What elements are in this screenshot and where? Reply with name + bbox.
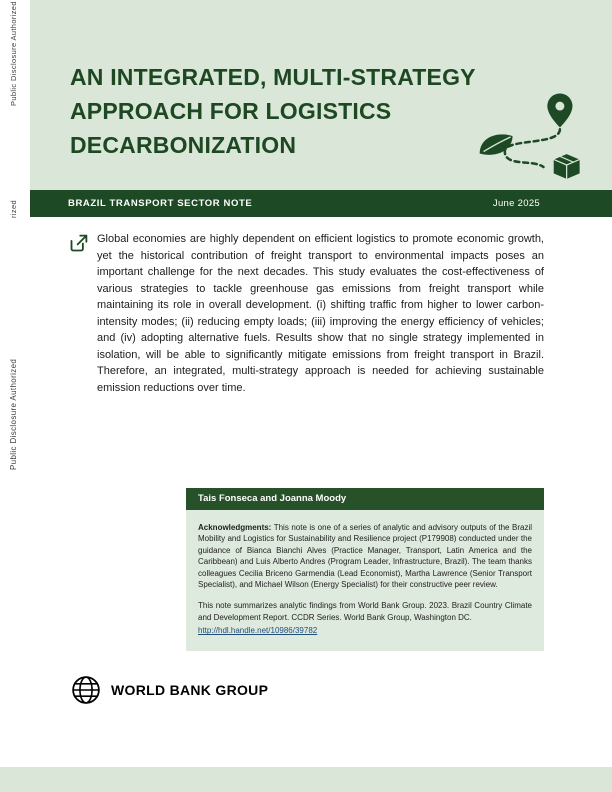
- acknowledgments-text: This note is one of a series of analytic and advisory outputs of the Brazil Mobility and Logistics for Sustainability and Resilience project (P179908) conducted under the guidance of Bianca Bianchi Alves (Practice Manager, Transport, Latin America and the Caribbean) and Luis Alberto Andres (Program Leader, Infrastructure, Brazil). The team thanks colleagues Cecilia Briceno Garmendia (Lead Economist), Martha Lawrence (Senior Transport Specialist), and Michael Wilson (Energy Specialist) for their constructive peer review.: [198, 523, 532, 590]
- title-line-3: DECARBONIZATION: [70, 132, 297, 158]
- public-disclosure-label-fragment: rized: [9, 199, 18, 218]
- summary-paragraph: This note summarizes analytic findings from World Bank Group. 2023. Brazil Country Climate and Development Report. CCDR Series. World Bank Group, Washington DC.: [198, 601, 532, 622]
- public-disclosure-label: Public Disclosure Authorized: [9, 1, 18, 106]
- title-line-2: APPROACH FOR LOGISTICS: [70, 98, 392, 124]
- acknowledgments-paragraph: [198, 522, 532, 590]
- pin-route-leaf-package-icon: [470, 88, 586, 188]
- abstract-section: [68, 231, 544, 396]
- authors-header: Tais Fonseca and Joanna Moody: [186, 488, 544, 510]
- section-banner: [30, 190, 612, 217]
- handle-link[interactable]: http://hdl.handle.net/10986/39782: [198, 626, 318, 636]
- abstract-text: Global economies are highly dependent on efficient logistics to promote economic growth, yet the historical contribution of freight transport to environmental impacts poses an important challenge for the next decades. This study evaluates the cost-effectiveness of various strategies to tackle greenhouse gas emissions from freight transport while maintaining its role in overall development. (i) shifting traffic from higher to lower carbon-intensity modes; (ii) reducing empty loads; (iii) improving the energy efficiency of vehicles; and (iv) adopting alternative fuels. Results show that no single strategy implemented in isolation, will be able to significantly mitigate emissions from freight transport in Brazil. Therefore, an integrated, multi-strategy approach is needed for achieving sustainable emission reductions over time.: [97, 233, 544, 394]
- footer-band: [0, 767, 612, 792]
- share-arrow-icon: [68, 233, 89, 254]
- acknowledgments-body: [186, 510, 544, 651]
- public-disclosure-label: Public Disclosure Authorized: [9, 358, 18, 470]
- world-bank-logo-text: WORLD BANK GROUP: [111, 682, 269, 698]
- banner-date: June 2025: [492, 198, 540, 209]
- title-line-1: AN INTEGRATED, MULTI-STRATEGY: [70, 64, 476, 90]
- acknowledgments-label: Acknowledgments:: [198, 523, 272, 532]
- banner-title: BRAZIL TRANSPORT SECTOR NOTE: [68, 198, 253, 209]
- acknowledgments-box: [186, 488, 544, 651]
- world-bank-logo: [70, 674, 268, 706]
- globe-icon: [70, 674, 102, 706]
